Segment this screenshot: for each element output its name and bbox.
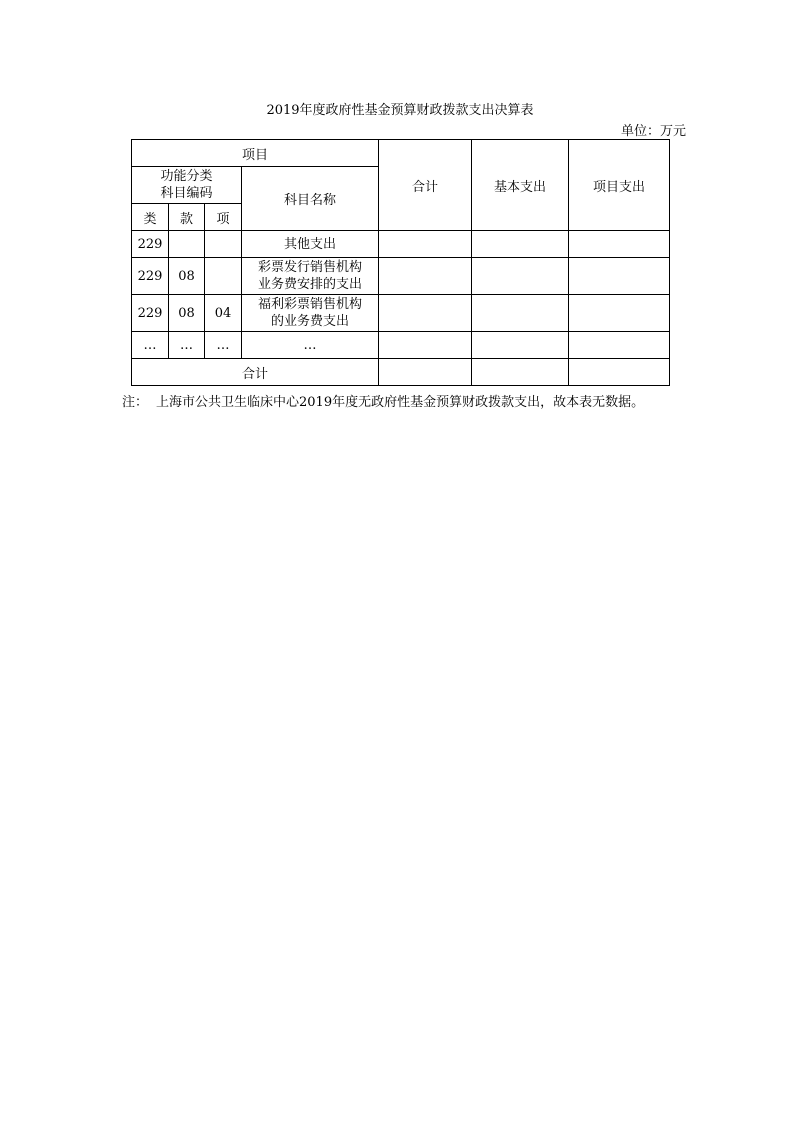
row-xiang: 04 [205, 295, 242, 332]
header-lei: 类 [132, 204, 169, 231]
footnote [122, 391, 644, 410]
row-lei: 229 [132, 231, 169, 258]
row-total [379, 332, 472, 359]
row-name [242, 231, 379, 258]
row-name-line1: 其他支出 [284, 236, 337, 252]
row-project [569, 258, 670, 295]
row-xiang [205, 258, 242, 295]
header-basic: 基本支出 [472, 140, 569, 231]
header-func-code-line2: 科目编码 [160, 186, 213, 201]
total-project [569, 359, 670, 386]
row-name [242, 332, 379, 359]
row-lei: … [132, 332, 169, 359]
unit-label: 单位：万元 [620, 124, 686, 139]
page-title: 2019年度政府性基金预算财政拨款支出决算表 [266, 103, 534, 118]
footnote-label: 注： [122, 395, 149, 410]
row-name-line2: 的业务费支出 [271, 314, 350, 329]
row-basic [472, 295, 569, 332]
row-name [242, 258, 379, 295]
header-project: 项目支出 [569, 140, 670, 231]
header-func-code [132, 167, 242, 204]
row-xiang: … [205, 332, 242, 359]
total-basic [472, 359, 569, 386]
table-total-row [132, 359, 670, 386]
row-name-line1: 彩票发行销售机构 [258, 260, 363, 275]
row-project [569, 231, 670, 258]
row-project [569, 295, 670, 332]
row-total [379, 295, 472, 332]
row-name-line2: 业务费安排的支出 [258, 277, 363, 292]
header-func-code-line1: 功能分类 [160, 169, 213, 184]
row-name-line1: 福利彩票销售机构 [258, 297, 363, 312]
row-basic [472, 231, 569, 258]
row-name [242, 295, 379, 332]
row-basic [472, 332, 569, 359]
table-row [132, 231, 670, 258]
total-label: 合计 [132, 359, 379, 386]
row-basic [472, 258, 569, 295]
header-item: 项目 [132, 140, 379, 167]
header-xiang: 项 [205, 204, 242, 231]
row-project [569, 332, 670, 359]
table-row [132, 332, 670, 359]
header-kuan: 款 [169, 204, 205, 231]
row-total [379, 231, 472, 258]
header-subject-name: 科目名称 [242, 167, 379, 231]
row-name-line1: … [303, 337, 317, 353]
header-total: 合计 [379, 140, 472, 231]
row-lei: 229 [132, 258, 169, 295]
row-lei: 229 [132, 295, 169, 332]
row-xiang [205, 231, 242, 258]
row-kuan: 08 [169, 258, 205, 295]
total-value [379, 359, 472, 386]
row-kuan: … [169, 332, 205, 359]
table-row [132, 258, 670, 295]
row-kuan: 08 [169, 295, 205, 332]
expenditure-table [131, 139, 670, 386]
row-kuan [169, 231, 205, 258]
footnote-text: 上海市公共卫生临床中心2019年度无政府性基金预算财政拨款支出，故本表无数据。 [156, 395, 645, 410]
row-total [379, 258, 472, 295]
table-row [132, 295, 670, 332]
